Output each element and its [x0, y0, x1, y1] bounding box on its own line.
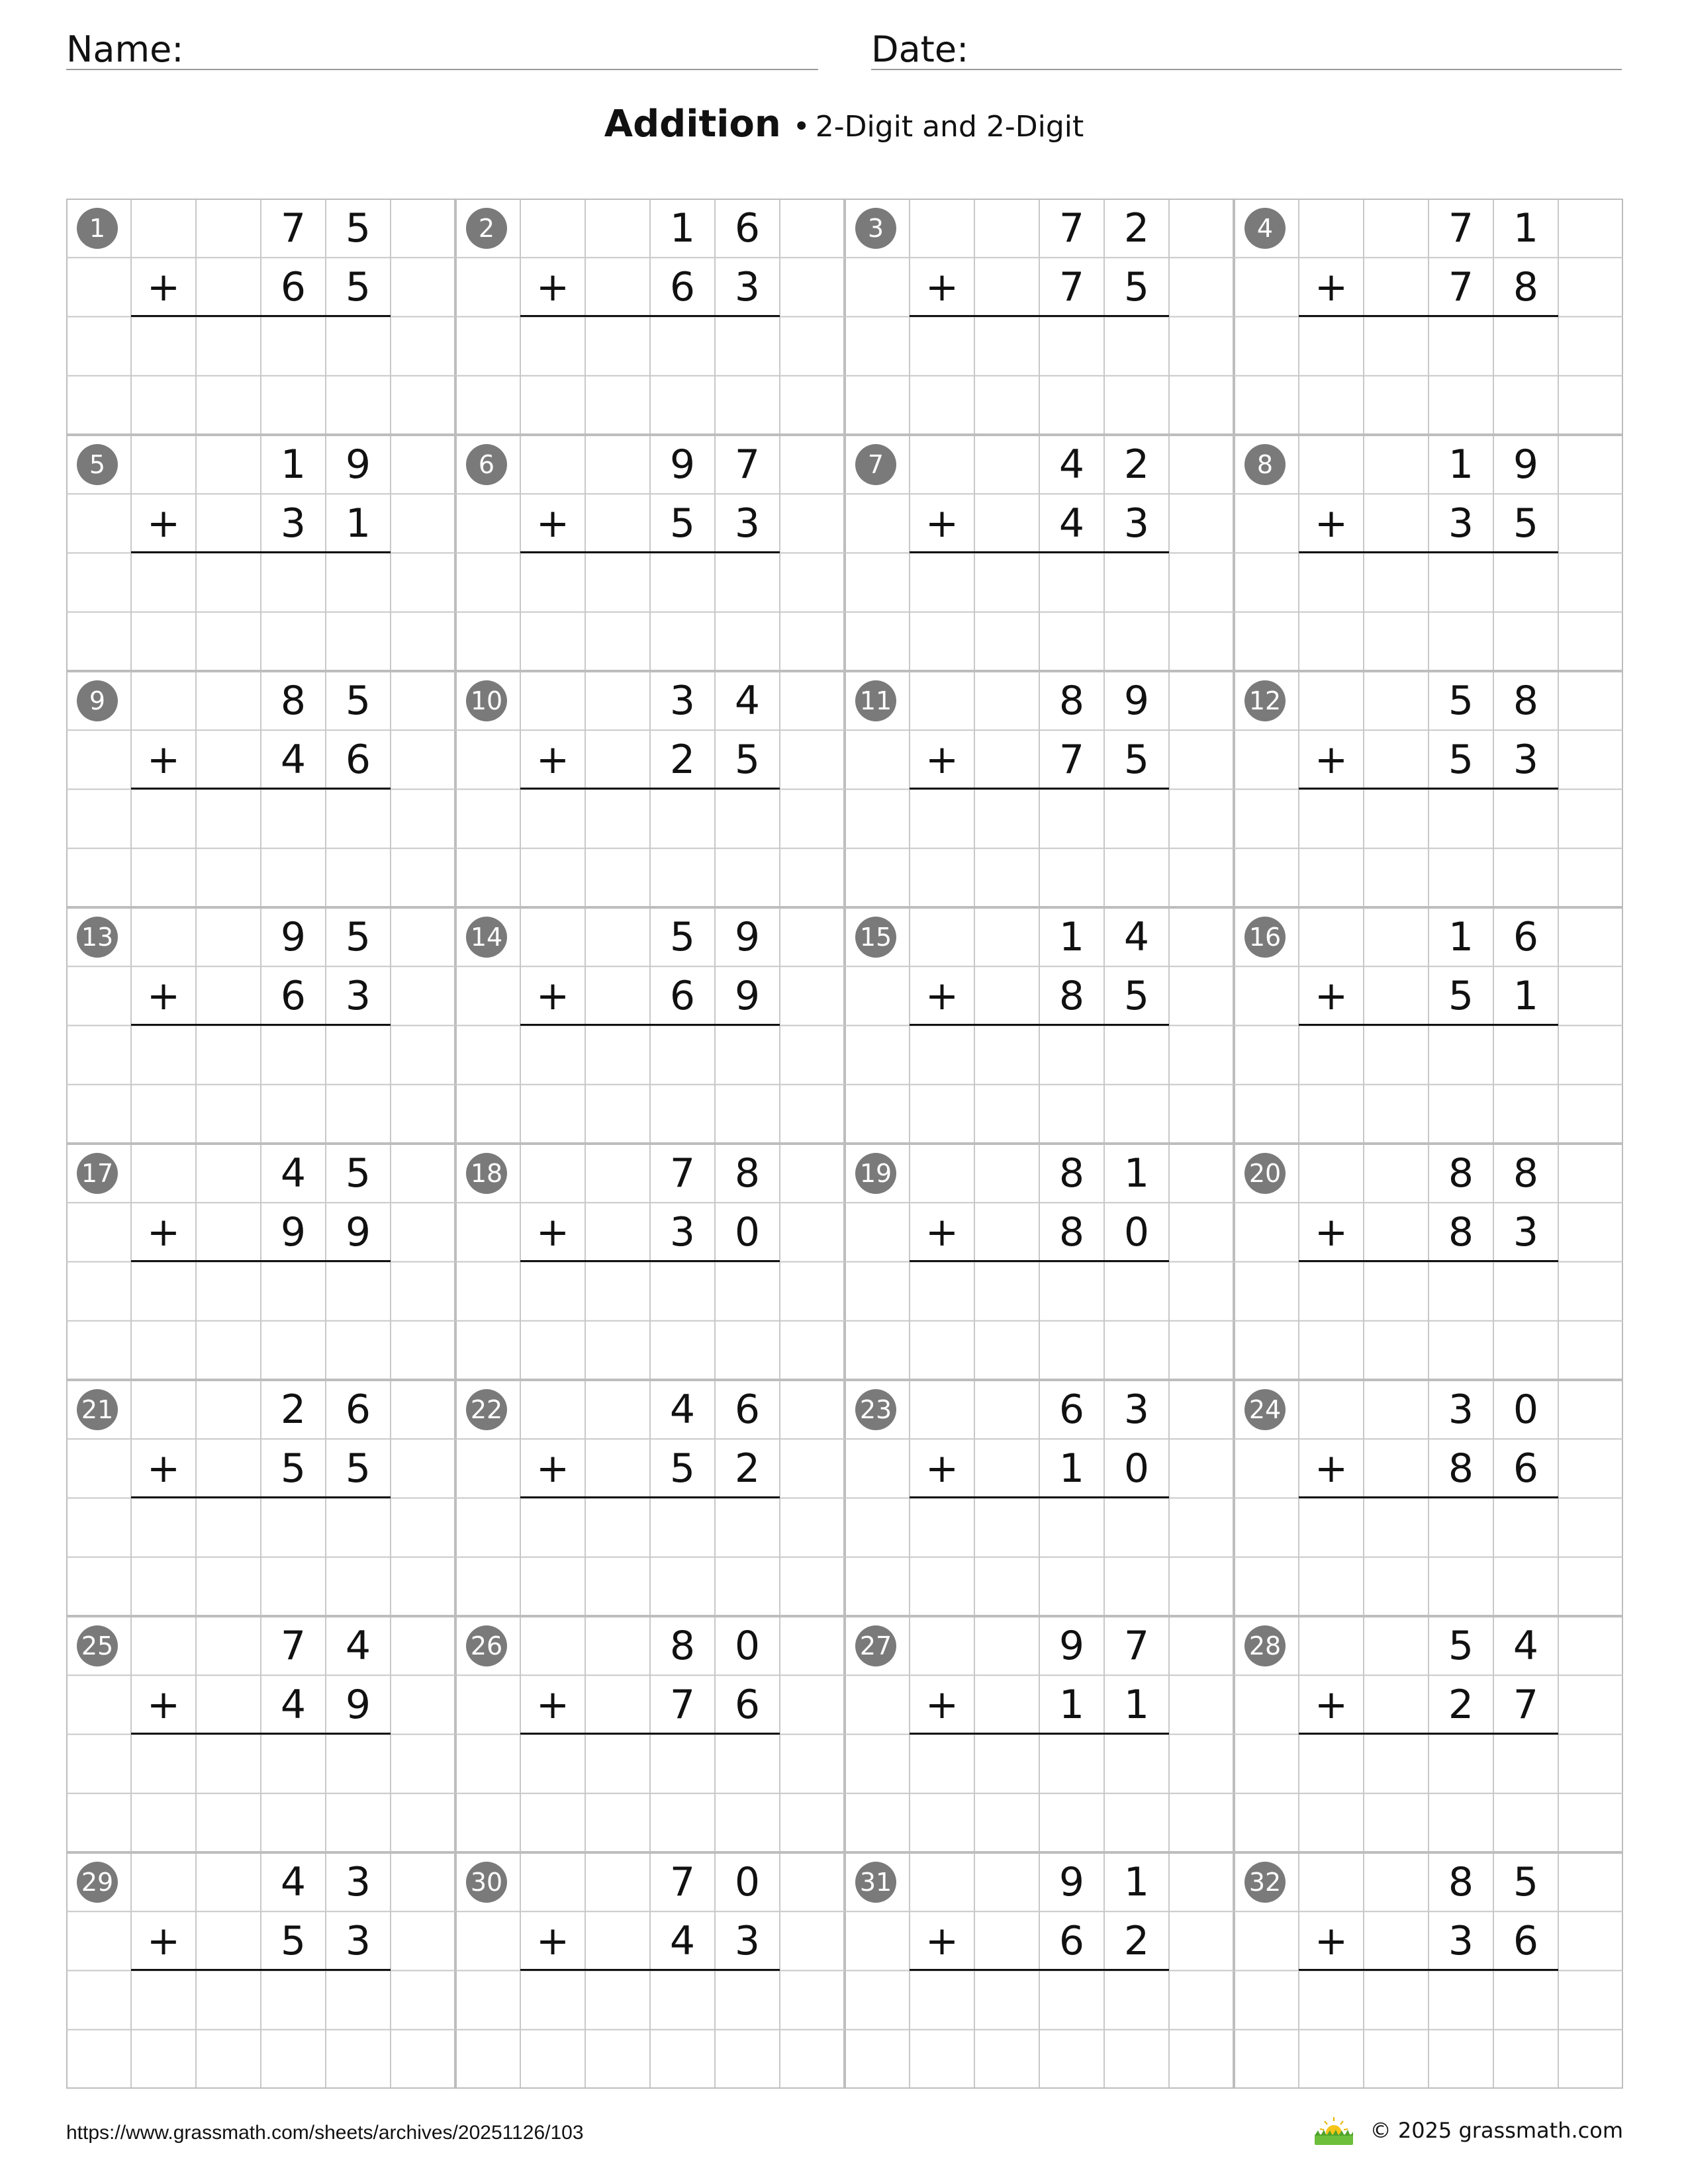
- answer-line: [1299, 1024, 1558, 1026]
- date-label: Date:: [871, 28, 969, 70]
- addend-top-digit: 1: [1123, 1859, 1150, 1905]
- addend-top-digit: 3: [1123, 1387, 1150, 1433]
- answer-line: [1299, 1969, 1558, 1971]
- name-label: Name:: [66, 28, 184, 70]
- problem-number-badge: 24: [1244, 1389, 1286, 1430]
- addend-top-digit: 0: [1513, 1387, 1539, 1433]
- plus-sign: +: [146, 500, 181, 547]
- addend-bottom-digit: 6: [1513, 1918, 1539, 1964]
- footer-brand: [1312, 2114, 1623, 2147]
- answer-line: [910, 1733, 1169, 1735]
- addend-top-digit: 9: [1058, 1623, 1085, 1669]
- answer-line: [520, 1733, 780, 1735]
- addend-top-digit: 5: [345, 1150, 371, 1197]
- addend-top-digit: 1: [1123, 1150, 1150, 1197]
- plus-sign: +: [1314, 500, 1348, 547]
- plus-sign: +: [536, 737, 570, 783]
- addend-top-digit: 7: [1448, 205, 1474, 251]
- problem-21: [66, 1380, 455, 1616]
- addend-top-digit: 9: [1058, 1859, 1085, 1905]
- addend-top-digit: 8: [734, 1150, 761, 1197]
- addend-bottom-digit: 2: [1123, 1918, 1150, 1964]
- addend-bottom-digit: 8: [1058, 1209, 1085, 1255]
- problem-22: [455, 1380, 845, 1616]
- problem-number-badge: 11: [855, 680, 896, 721]
- addend-top-digit: 6: [734, 205, 761, 251]
- addend-bottom-digit: 8: [1513, 264, 1539, 310]
- problem-number-badge: 13: [77, 917, 118, 958]
- addend-top-digit: 7: [669, 1150, 696, 1197]
- addend-bottom-digit: 6: [669, 973, 696, 1019]
- plus-sign: +: [1314, 1209, 1348, 1255]
- addend-top-digit: 5: [1448, 678, 1474, 724]
- problem-11: [845, 671, 1234, 907]
- problem-number-badge: 8: [1244, 444, 1286, 485]
- addend-bottom-digit: 1: [1513, 973, 1539, 1019]
- addend-bottom-digit: 6: [734, 1682, 761, 1728]
- addend-top-digit: 8: [669, 1623, 696, 1669]
- plus-sign: +: [1314, 1682, 1348, 1728]
- answer-line: [520, 1969, 780, 1971]
- addend-top-digit: 9: [1123, 678, 1150, 724]
- plus-sign: +: [146, 1445, 181, 1492]
- addend-top-digit: 4: [1513, 1623, 1539, 1669]
- addend-top-digit: 8: [280, 678, 306, 724]
- addend-top-digit: 7: [669, 1859, 696, 1905]
- answer-line: [520, 1496, 780, 1498]
- addend-bottom-digit: 4: [280, 1682, 306, 1728]
- answer-line: [910, 1496, 1169, 1498]
- plus-sign: +: [146, 1918, 181, 1964]
- addend-bottom-digit: 9: [280, 1209, 306, 1255]
- addend-bottom-digit: 7: [1058, 737, 1085, 783]
- plus-sign: +: [536, 1918, 570, 1964]
- addend-bottom-digit: 5: [345, 1445, 371, 1492]
- problem-number-badge: 27: [855, 1625, 896, 1666]
- addend-top-digit: 9: [734, 914, 761, 960]
- problem-23: [845, 1380, 1234, 1616]
- addend-bottom-digit: 3: [345, 1918, 371, 1964]
- problem-28: [1234, 1616, 1623, 1852]
- problem-grid: [66, 199, 1623, 2089]
- name-field[interactable]: [66, 23, 818, 70]
- addend-top-digit: 3: [345, 1859, 371, 1905]
- addend-top-digit: 7: [280, 205, 306, 251]
- addend-bottom-digit: 3: [1448, 1918, 1474, 1964]
- answer-line: [520, 1260, 780, 1262]
- addend-bottom-digit: 0: [1123, 1445, 1150, 1492]
- addend-top-digit: 8: [1058, 678, 1085, 724]
- addend-top-digit: 9: [669, 441, 696, 488]
- title-subtitle: 2-Digit and 2-Digit: [815, 110, 1084, 144]
- problem-12: [1234, 671, 1623, 907]
- problem-number-badge: 12: [1244, 680, 1286, 721]
- problem-20: [1234, 1144, 1623, 1380]
- addend-bottom-digit: 7: [1448, 264, 1474, 310]
- addend-bottom-digit: 5: [280, 1445, 306, 1492]
- addend-bottom-digit: 9: [734, 973, 761, 1019]
- problem-29: [66, 1852, 455, 2089]
- answer-line: [131, 1260, 391, 1262]
- addend-bottom-digit: 5: [280, 1918, 306, 1964]
- problem-number-badge: 31: [855, 1862, 896, 1903]
- problem-number-badge: 10: [466, 680, 507, 721]
- problem-26: [455, 1616, 845, 1852]
- addend-top-digit: 2: [1123, 205, 1150, 251]
- problem-number-badge: 1: [77, 208, 118, 249]
- addend-top-digit: 4: [280, 1859, 306, 1905]
- answer-line: [131, 788, 391, 790]
- addend-bottom-digit: 2: [734, 1445, 761, 1492]
- addend-top-digit: 5: [1513, 1859, 1539, 1905]
- answer-line: [520, 788, 780, 790]
- plus-sign: +: [536, 264, 570, 310]
- plus-sign: +: [925, 973, 959, 1019]
- addend-top-digit: 1: [280, 441, 306, 488]
- title-bullet: •: [792, 110, 810, 144]
- answer-line: [910, 551, 1169, 553]
- addend-top-digit: 8: [1513, 1150, 1539, 1197]
- problem-17: [66, 1144, 455, 1380]
- addend-bottom-digit: 3: [280, 500, 306, 547]
- problem-24: [1234, 1380, 1623, 1616]
- addend-bottom-digit: 3: [1448, 500, 1474, 547]
- addend-bottom-digit: 5: [1123, 737, 1150, 783]
- addend-top-digit: 8: [1058, 1150, 1085, 1197]
- addend-bottom-digit: 2: [1448, 1682, 1474, 1728]
- addend-top-digit: 1: [1513, 205, 1539, 251]
- problem-number-badge: 28: [1244, 1625, 1286, 1666]
- addend-bottom-digit: 6: [280, 264, 306, 310]
- footer-url: https://www.grassmath.com/sheets/archives/20251126/103: [66, 2122, 584, 2144]
- addend-bottom-digit: 6: [345, 737, 371, 783]
- plus-sign: +: [146, 264, 181, 310]
- problem-7: [845, 435, 1234, 671]
- plus-sign: +: [925, 1209, 959, 1255]
- addend-top-digit: 8: [1448, 1150, 1474, 1197]
- plus-sign: +: [925, 1682, 959, 1728]
- addend-bottom-digit: 0: [1123, 1209, 1150, 1255]
- answer-line: [910, 1260, 1169, 1262]
- addend-top-digit: 1: [1448, 914, 1474, 960]
- addend-bottom-digit: 9: [345, 1209, 371, 1255]
- addend-bottom-digit: 6: [669, 264, 696, 310]
- addend-top-digit: 3: [1448, 1387, 1474, 1433]
- problem-number-badge: 17: [77, 1153, 118, 1194]
- plus-sign: +: [925, 737, 959, 783]
- answer-line: [910, 1969, 1169, 1971]
- answer-line: [1299, 315, 1558, 317]
- addend-bottom-digit: 3: [734, 1918, 761, 1964]
- addend-top-digit: 8: [1448, 1859, 1474, 1905]
- addend-bottom-digit: 1: [1058, 1682, 1085, 1728]
- problem-number-badge: 6: [466, 444, 507, 485]
- plus-sign: +: [536, 973, 570, 1019]
- addend-top-digit: 4: [280, 1150, 306, 1197]
- problem-number-badge: 9: [77, 680, 118, 721]
- problem-8: [1234, 435, 1623, 671]
- plus-sign: +: [1314, 264, 1348, 310]
- problem-15: [845, 907, 1234, 1144]
- problem-14: [455, 907, 845, 1144]
- problem-number-badge: 30: [466, 1862, 507, 1903]
- addend-bottom-digit: 9: [345, 1682, 371, 1728]
- plus-sign: +: [925, 1918, 959, 1964]
- problem-19: [845, 1144, 1234, 1380]
- addend-bottom-digit: 5: [1123, 264, 1150, 310]
- problem-number-badge: 7: [855, 444, 896, 485]
- answer-line: [1299, 551, 1558, 553]
- problem-number-badge: 20: [1244, 1153, 1286, 1194]
- plus-sign: +: [536, 500, 570, 547]
- addend-bottom-digit: 7: [669, 1682, 696, 1728]
- addend-top-digit: 4: [734, 678, 761, 724]
- answer-line: [520, 1024, 780, 1026]
- plus-sign: +: [1314, 1445, 1348, 1492]
- addend-top-digit: 0: [734, 1623, 761, 1669]
- addend-bottom-digit: 3: [1513, 1209, 1539, 1255]
- addend-top-digit: 7: [734, 441, 761, 488]
- addend-top-digit: 2: [1123, 441, 1150, 488]
- addend-top-digit: 4: [345, 1623, 371, 1669]
- problem-4: [1234, 199, 1623, 435]
- plus-sign: +: [925, 1445, 959, 1492]
- problem-2: [455, 199, 845, 435]
- answer-line: [131, 1024, 391, 1026]
- addend-top-digit: 9: [1513, 441, 1539, 488]
- addend-bottom-digit: 3: [1123, 500, 1150, 547]
- addend-top-digit: 6: [1513, 914, 1539, 960]
- answer-line: [131, 1733, 391, 1735]
- addend-top-digit: 5: [345, 205, 371, 251]
- plus-sign: +: [1314, 1918, 1348, 1964]
- plus-sign: +: [1314, 973, 1348, 1019]
- problem-number-badge: 25: [77, 1625, 118, 1666]
- addend-bottom-digit: 7: [1513, 1682, 1539, 1728]
- plus-sign: +: [146, 1682, 181, 1728]
- answer-line: [520, 551, 780, 553]
- addend-top-digit: 9: [280, 914, 306, 960]
- addend-top-digit: 7: [1123, 1623, 1150, 1669]
- addend-bottom-digit: 4: [1058, 500, 1085, 547]
- worksheet-title: [0, 103, 1688, 146]
- addend-top-digit: 4: [1123, 914, 1150, 960]
- problem-30: [455, 1852, 845, 2089]
- problem-6: [455, 435, 845, 671]
- problem-number-badge: 19: [855, 1153, 896, 1194]
- answer-line: [910, 315, 1169, 317]
- addend-top-digit: 5: [345, 914, 371, 960]
- addend-bottom-digit: 5: [1123, 973, 1150, 1019]
- problem-number-badge: 14: [466, 917, 507, 958]
- addend-bottom-digit: 3: [734, 500, 761, 547]
- addend-top-digit: 1: [669, 205, 696, 251]
- plus-sign: +: [925, 500, 959, 547]
- addend-bottom-digit: 3: [669, 1209, 696, 1255]
- problem-16: [1234, 907, 1623, 1144]
- addend-top-digit: 5: [669, 914, 696, 960]
- plus-sign: +: [146, 1209, 181, 1255]
- addend-bottom-digit: 5: [1448, 973, 1474, 1019]
- problem-number-badge: 4: [1244, 208, 1286, 249]
- problem-number-badge: 26: [466, 1625, 507, 1666]
- addend-bottom-digit: 8: [1448, 1209, 1474, 1255]
- addend-top-digit: 4: [669, 1387, 696, 1433]
- problem-number-badge: 21: [77, 1389, 118, 1430]
- addend-top-digit: 9: [345, 441, 371, 488]
- addend-bottom-digit: 3: [345, 973, 371, 1019]
- addend-bottom-digit: 8: [1058, 973, 1085, 1019]
- addend-top-digit: 8: [1513, 678, 1539, 724]
- problem-number-badge: 23: [855, 1389, 896, 1430]
- answer-line: [131, 1969, 391, 1971]
- addend-top-digit: 7: [280, 1623, 306, 1669]
- answer-line: [1299, 1733, 1558, 1735]
- addend-top-digit: 6: [345, 1387, 371, 1433]
- addend-bottom-digit: 7: [1058, 264, 1085, 310]
- addend-bottom-digit: 4: [280, 737, 306, 783]
- problem-18: [455, 1144, 845, 1380]
- problem-27: [845, 1616, 1234, 1852]
- answer-line: [131, 1496, 391, 1498]
- addend-bottom-digit: 5: [669, 1445, 696, 1492]
- addend-bottom-digit: 4: [669, 1918, 696, 1964]
- problem-number-badge: 18: [466, 1153, 507, 1194]
- problem-number-badge: 3: [855, 208, 896, 249]
- title-main: Addition: [604, 103, 781, 146]
- plus-sign: +: [146, 737, 181, 783]
- addend-top-digit: 4: [1058, 441, 1085, 488]
- problem-25: [66, 1616, 455, 1852]
- answer-line: [520, 315, 780, 317]
- plus-sign: +: [536, 1445, 570, 1492]
- answer-line: [1299, 1496, 1558, 1498]
- problem-5: [66, 435, 455, 671]
- answer-line: [910, 1024, 1169, 1026]
- problem-number-badge: 32: [1244, 1862, 1286, 1903]
- problem-3: [845, 199, 1234, 435]
- addend-bottom-digit: 5: [1448, 737, 1474, 783]
- problem-13: [66, 907, 455, 1144]
- date-field[interactable]: [871, 23, 1622, 70]
- addend-bottom-digit: 5: [669, 500, 696, 547]
- addend-top-digit: 6: [734, 1387, 761, 1433]
- problem-31: [845, 1852, 1234, 2089]
- addend-bottom-digit: 5: [734, 737, 761, 783]
- answer-line: [910, 788, 1169, 790]
- addend-bottom-digit: 5: [1513, 500, 1539, 547]
- grass-sun-logo-icon: [1312, 2115, 1356, 2146]
- problem-9: [66, 671, 455, 907]
- plus-sign: +: [146, 973, 181, 1019]
- addend-top-digit: 0: [734, 1859, 761, 1905]
- addend-bottom-digit: 3: [1513, 737, 1539, 783]
- addend-bottom-digit: 6: [1513, 1445, 1539, 1492]
- addend-top-digit: 1: [1058, 914, 1085, 960]
- plus-sign: +: [925, 264, 959, 310]
- addend-bottom-digit: 6: [280, 973, 306, 1019]
- addend-top-digit: 2: [280, 1387, 306, 1433]
- copyright-text: © 2025 grassmath.com: [1370, 2118, 1623, 2143]
- answer-line: [1299, 1260, 1558, 1262]
- addend-bottom-digit: 6: [1058, 1918, 1085, 1964]
- addend-bottom-digit: 5: [345, 264, 371, 310]
- addend-top-digit: 3: [669, 678, 696, 724]
- problem-number-badge: 29: [77, 1862, 118, 1903]
- addend-bottom-digit: 3: [734, 264, 761, 310]
- problem-number-badge: 5: [77, 444, 118, 485]
- addend-bottom-digit: 8: [1448, 1445, 1474, 1492]
- addend-bottom-digit: 1: [1058, 1445, 1085, 1492]
- problem-10: [455, 671, 845, 907]
- addend-top-digit: 6: [1058, 1387, 1085, 1433]
- plus-sign: +: [536, 1682, 570, 1728]
- problem-number-badge: 22: [466, 1389, 507, 1430]
- answer-line: [131, 315, 391, 317]
- addend-bottom-digit: 2: [669, 737, 696, 783]
- addend-bottom-digit: 0: [734, 1209, 761, 1255]
- problem-number-badge: 2: [466, 208, 507, 249]
- addend-bottom-digit: 1: [1123, 1682, 1150, 1728]
- problem-number-badge: 15: [855, 917, 896, 958]
- problem-32: [1234, 1852, 1623, 2089]
- answer-line: [131, 551, 391, 553]
- addend-top-digit: 7: [1058, 205, 1085, 251]
- answer-line: [1299, 788, 1558, 790]
- problem-number-badge: 16: [1244, 917, 1286, 958]
- addend-top-digit: 5: [345, 678, 371, 724]
- plus-sign: +: [1314, 737, 1348, 783]
- addend-top-digit: 5: [1448, 1623, 1474, 1669]
- plus-sign: +: [536, 1209, 570, 1255]
- addend-bottom-digit: 1: [345, 500, 371, 547]
- addend-top-digit: 1: [1448, 441, 1474, 488]
- problem-1: [66, 199, 455, 435]
